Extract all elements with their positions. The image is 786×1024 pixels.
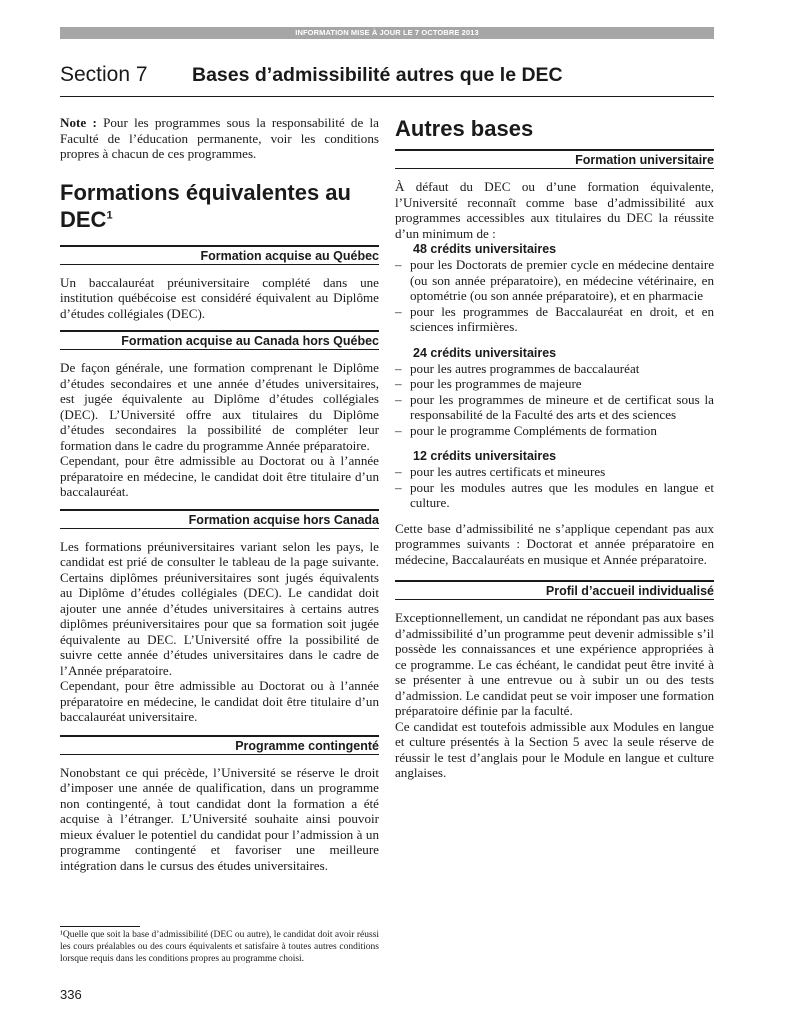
list-item: – pour le programme Compléments de formation [395,423,714,439]
update-banner: INFORMATION MISE À JOUR LE 7 OCTOBRE 2013 [60,27,714,39]
quebec-text: Un baccalauréat préuniversitaire complété dans une institution québécoise est considéré équivalent au Diplôme d’études collégiales (DEC). [60,274,379,321]
subhead-canada: Formation acquise au Canada hors Québec [60,330,379,350]
subhead-universitaire: Formation universitaire [395,149,714,169]
left-title-text: Formations équivalentes au DEC [60,179,351,232]
canada-text-1: De façon générale, une formation comprenant le Diplôme d’études secondaires et une année d’études universitaires, est jugée équivalente au Diplôme d’études collégiales (DEC). L’Université offre aux titulaires du Diplôme d’études secondaires la possibilité de compléter leur formation dans le cadre du programme Année préparatoire. [60,360,379,453]
left-title [60,179,379,233]
credits-48-list [395,257,714,335]
subhead-profil: Profil d’accueil individualisé [395,580,714,600]
list-item: – pour les autres programmes de baccalauréat [395,361,714,377]
page-number: 336 [60,987,82,1002]
contingente-text: Nonobstant ce qui précède, l’Université se réserve le droit d’imposer une année de qualification, dans un programme non contingenté, à tout candidat dont la formation a été acquise à l’étranger. L’Université souhaite ainsi pouvoir mieux évaluer le potentiel du candidat pour l’admission à un programme contingenté et favoriser une meilleure intégration dans le cursus des études universitaires. [60,764,379,873]
section-number: Section 7 [60,63,148,86]
credits-24-label: 24 crédits universitaires [413,345,557,360]
list-item: – pour les programmes de mineure et de certificat sous la responsabilité de la Faculté des arts et des sciences [395,392,714,423]
list-item: – pour les programmes de Baccalauréat en droit, et en sciences infirmières. [395,304,714,335]
universitaire-closing: Cette base d’admissibilité ne s’applique cependant pas aux programmes suivants : Doctorat et année préparatoire en médecine, Baccalauréats en musique et Année préparatoire. [395,520,714,567]
hors-canada-text-1: Les formations préuniversitaires variant selon les pays, le candidat est prié de consulter le tableau de la page suivante. Certains diplômes préuniversitaires sont jugés équivalents au Diplôme d’études collégiales (DEC). Le candidat doit ajouter une année d’études universitaires à certains autres diplômes préuniversitaires pour que sa formation soit jugée équivalente au DEC. L’Université offre la possibilité de suivre cette année d’études universitaires dans le cadre de l’Année préparatoire. [60,538,379,678]
note-text: Pour les programmes sous la responsabilité de la Faculté de l’éducation permanente, voir les conditions propres à chacun de ces programmes. [60,115,379,161]
list-item: – pour les programmes de majeure [395,376,714,392]
subhead-quebec: Formation acquise au Québec [60,245,379,265]
list-item: – pour les autres certificats et mineures [395,464,714,480]
credits-12-label: 12 crédits universitaires [413,449,557,463]
note-paragraph [60,115,379,162]
section-header [60,62,714,97]
canada-text-2: Cependant, pour être admissible au Doctorat ou à l’année préparatoire en médecine, le candidat doit être titulaire d’un baccalauréat. [60,453,379,499]
profil-text-1: Exceptionnellement, un candidat ne répondant pas aux bases d’admissibilité d’un programme peut devenir admissible s’il possède les connaissances et une expérience appropriées à ce programme. Le cas échéant, le candidat peut être invité à se présenter à une entrevue ou à subir un ou des tests d’admission. Le candidat peut se voir imposer une formation préparatoire définie par la faculté. [395,610,714,718]
profil-text-2: Ce candidat est toutefois admissible aux Modules en langue et culture présentés à la Section 5 avec la seule réserve de réussir le test d’anglais pour le Module en langue et culture anglaises. [395,718,714,780]
credits-48-label: 48 crédits universitaires [413,242,557,256]
footnote-marker: 1 [106,209,113,222]
universitaire-intro: À défaut du DEC ou d’une formation équivalente, l’Université reconnaît comme base d’admissibilité aux programmes accessibles aux titulaires du DEC la réussite d’un minimum de : [395,179,714,241]
credits-24-list [395,361,714,439]
subhead-hors-canada: Formation acquise hors Canada [60,509,379,529]
list-item: – pour les Doctorats de premier cycle en médecine dentaire (ou son année préparatoire), en médecine vétérinaire, en optométrie (ou son année préparatoire), et en pharmacie [395,257,714,304]
credits-12-list [395,464,714,511]
subhead-contingente: Programme contingenté [60,735,379,755]
right-column [395,112,714,781]
hors-canada-text-2: Cependant, pour être admissible au Doctorat ou à l’année préparatoire en médecine, le candidat doit être titulaire d’un baccalauréat universitaire. [60,678,379,724]
footnote: ¹Quelle que soit la base d’admissibilité (DEC ou autre), le candidat doit avoir réussi les cours préalables ou des cours équivalents et satisfaire à toutes autres conditions lorsque requis dans les conditions propres au programme choisi. [60,930,379,964]
footnote-rule [60,926,140,927]
section-title: Bases d’admissibilité autres que le DEC [192,64,563,86]
right-title: Autres bases [395,116,534,141]
note-label: Note : [60,115,97,130]
left-column [60,112,379,873]
list-item: – pour les modules autres que les modules en langue et culture. [395,480,714,511]
